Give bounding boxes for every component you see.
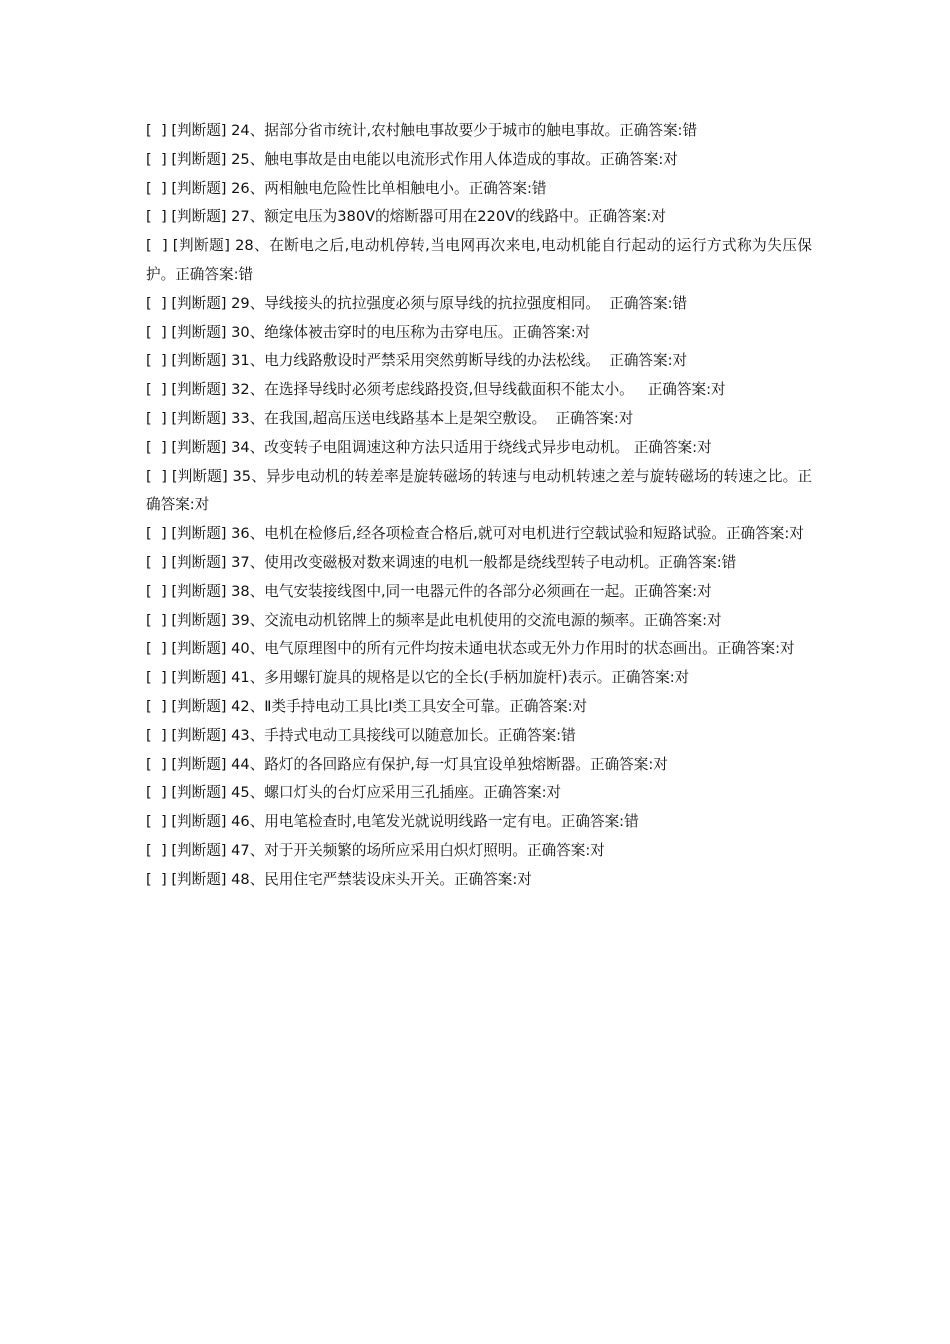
question-text: 45、螺口灯头的台灯应采用三孔插座。正确答案:对	[231, 784, 562, 802]
question-type-label: [判断题]	[171, 553, 227, 571]
question-type-label: [判断题]	[171, 381, 227, 399]
question-item	[146, 520, 812, 549]
answer-bracket[interactable]: [ ]	[146, 294, 167, 312]
question-item	[146, 203, 812, 232]
question-type-label: [判断题]	[171, 669, 227, 687]
question-type-label: [判断题]	[171, 813, 227, 831]
question-item	[146, 405, 812, 434]
question-item	[146, 722, 812, 751]
question-text: 38、电气安装接线图中,同一电器元件的各部分必须画在一起。正确答案:对	[231, 582, 712, 600]
question-text: 43、手持式电动工具接线可以随意加长。正确答案:错	[231, 726, 576, 744]
question-text: 39、交流电动机铭牌上的频率是此电机使用的交流电源的频率。正确答案:对	[231, 611, 722, 629]
question-type-label: [判断题]	[171, 208, 227, 226]
answer-bracket[interactable]: [ ]	[146, 841, 167, 859]
question-text: 30、绝缘体被击穿时的电压称为击穿电压。正确答案:对	[231, 323, 591, 341]
question-type-label: [判断题]	[171, 179, 227, 197]
answer-bracket[interactable]: [ ]	[146, 582, 167, 600]
question-item	[146, 664, 812, 693]
question-text: 44、路灯的各回路应有保护,每一灯具宜设单独熔断器。正确答案:对	[231, 755, 668, 773]
question-type-label: [判断题]	[171, 438, 227, 456]
question-text: 24、据部分省市统计,农村触电事故要少于城市的触电事故。正确答案:错	[231, 122, 698, 139]
question-item	[146, 232, 812, 290]
question-item	[146, 693, 812, 722]
question-type-label: [判断题]	[171, 697, 227, 715]
answer-bracket[interactable]: [ ]	[146, 150, 167, 168]
question-item	[146, 779, 812, 808]
question-item	[146, 866, 812, 895]
question-text: 36、电机在检修后,经各项检查合格后,就可对电机进行空载试验和短路试验。正确答案:对	[231, 525, 804, 543]
answer-bracket[interactable]: [ ]	[146, 352, 167, 370]
question-item	[146, 290, 812, 319]
question-item	[146, 837, 812, 866]
answer-bracket[interactable]: [ ]	[146, 813, 167, 831]
question-item	[146, 434, 812, 463]
question-text: 31、电力线路敷设时严禁采用突然剪断导线的办法松线。 正确答案:对	[231, 352, 688, 370]
question-text: 25、触电事故是由电能以电流形式作用人体造成的事故。正确答案:对	[231, 150, 678, 168]
question-type-label: [判断题]	[172, 237, 230, 255]
question-type-label: [判断题]	[171, 122, 227, 139]
question-list	[146, 117, 812, 895]
question-text: 29、导线接头的抗拉强度必须与原导线的抗拉强度相同。 正确答案:错	[231, 294, 688, 312]
question-item	[146, 463, 812, 521]
answer-bracket[interactable]: [ ]	[146, 611, 167, 629]
answer-bracket[interactable]: [ ]	[146, 409, 167, 427]
question-text: 33、在我国,超高压送电线路基本上是架空敷设。 正确答案:对	[231, 409, 634, 427]
answer-bracket[interactable]: [ ]	[146, 467, 168, 485]
question-type-label: [判断题]	[171, 582, 227, 600]
answer-bracket[interactable]: [ ]	[146, 438, 167, 456]
question-item	[146, 578, 812, 607]
question-text: 41、多用螺钉旋具的规格是以它的全长(手柄加旋杆)表示。正确答案:对	[231, 669, 690, 687]
answer-bracket[interactable]: [ ]	[146, 697, 167, 715]
question-type-label: [判断题]	[171, 784, 227, 802]
question-type-label: [判断题]	[171, 611, 227, 629]
question-type-label: [判断题]	[171, 409, 227, 427]
question-item	[146, 175, 812, 204]
answer-bracket[interactable]: [ ]	[146, 669, 167, 687]
question-text: 37、使用改变磁极对数来调速的电机一般都是绕线型转子电动机。正确答案:错	[231, 553, 737, 571]
question-type-label: [判断题]	[171, 150, 227, 168]
question-item	[146, 751, 812, 780]
answer-bracket[interactable]: [ ]	[146, 553, 167, 571]
answer-bracket[interactable]: [ ]	[146, 525, 167, 543]
answer-bracket[interactable]: [ ]	[146, 755, 167, 773]
question-text: 42、Ⅱ类手持电动工具比Ⅰ类工具安全可靠。正确答案:对	[231, 697, 588, 715]
answer-bracket[interactable]: [ ]	[146, 237, 168, 255]
answer-bracket[interactable]: [ ]	[146, 784, 167, 802]
question-type-label: [判断题]	[171, 525, 227, 543]
question-text: 34、改变转子电阻调速这种方法只适用于绕线式异步电动机。 正确答案:对	[231, 438, 712, 456]
question-type-label: [判断题]	[171, 294, 227, 312]
question-text: 47、对于开关频繁的场所应采用白炽灯照明。正确答案:对	[231, 841, 605, 859]
question-item	[146, 117, 812, 146]
question-text: 40、电气原理图中的所有元件均按未通电状态或无外力作用时的状态画出。正确答案:对	[231, 640, 795, 658]
answer-bracket[interactable]: [ ]	[146, 122, 167, 139]
question-text: 48、民用住宅严禁装设床头开关。正确答案:对	[231, 870, 532, 888]
answer-bracket[interactable]: [ ]	[146, 323, 167, 341]
question-text: 46、用电笔检查时,电笔发光就说明线路一定有电。正确答案:错	[231, 813, 639, 831]
question-item	[146, 607, 812, 636]
question-type-label: [判断题]	[171, 640, 227, 658]
question-item	[146, 808, 812, 837]
question-text: 26、两相触电危险性比单相触电小。正确答案:错	[231, 179, 547, 197]
question-item	[146, 376, 812, 405]
answer-bracket[interactable]: [ ]	[146, 870, 167, 888]
question-item	[146, 146, 812, 175]
question-type-label: [判断题]	[171, 352, 227, 370]
answer-bracket[interactable]: [ ]	[146, 726, 167, 744]
answer-bracket[interactable]: [ ]	[146, 381, 167, 399]
question-type-label: [判断题]	[171, 726, 227, 744]
question-type-label: [判断题]	[171, 467, 228, 485]
answer-bracket[interactable]: [ ]	[146, 179, 167, 197]
question-item	[146, 549, 812, 578]
question-text: 32、在选择导线时必须考虑线路投资,但导线截面积不能太小。 正确答案:对	[231, 381, 726, 399]
question-item	[146, 347, 812, 376]
answer-bracket[interactable]: [ ]	[146, 640, 167, 658]
question-type-label: [判断题]	[171, 755, 227, 773]
question-item	[146, 635, 812, 664]
question-item	[146, 319, 812, 348]
question-text: 35、异步电动机的转差率是旋转磁场的转速与电动机转速之差与旋转磁场的转速之比。正确答案:对	[146, 467, 813, 514]
question-type-label: [判断题]	[171, 323, 227, 341]
question-type-label: [判断题]	[171, 870, 227, 888]
question-text: 28、在断电之后,电动机停转,当电网再次来电,电动机能自行起动的运行方式称为失压保护。正确答案:错	[146, 237, 813, 283]
question-type-label: [判断题]	[171, 841, 227, 859]
question-text: 27、额定电压为380V的熔断器可用在220V的线路中。正确答案:对	[231, 208, 666, 226]
answer-bracket[interactable]: [ ]	[146, 208, 167, 226]
